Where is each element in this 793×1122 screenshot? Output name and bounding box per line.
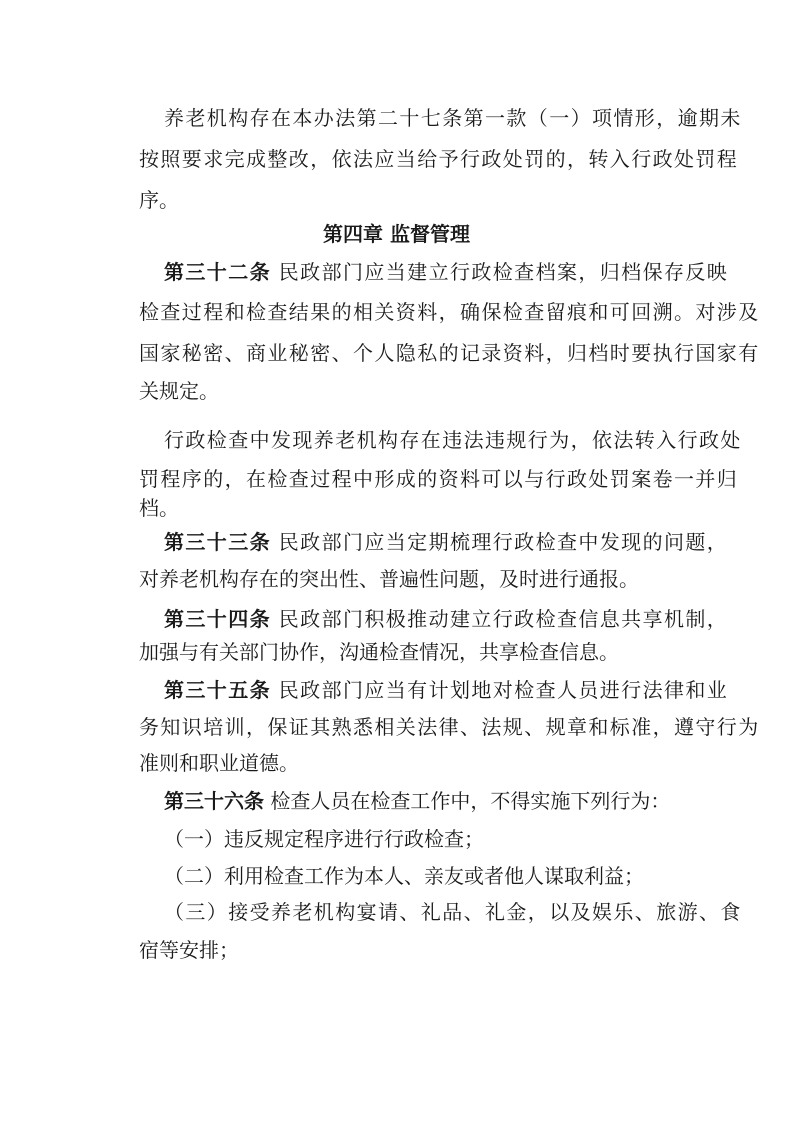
article-32-line — [0, 258, 793, 286]
paragraph-line: 行政检查中发现养老机构存在违法违规行为，依法转入行政处 — [164, 428, 742, 452]
article-34-line — [0, 605, 793, 633]
paragraph-line: 关规定。 — [139, 379, 219, 403]
article-33-line — [0, 528, 793, 556]
paragraph-line: 按照要求完成整改，依法应当给予行政处罚的，转入行政处罚程 — [139, 147, 739, 171]
article-label: 第三十三条 — [164, 530, 271, 554]
paragraph-line: 务知识培训，保证其熟悉相关法律、法规、规章和标准，遵守行为 — [139, 715, 760, 739]
article-label: 第三十五条 — [164, 678, 271, 702]
paragraph-line: 养老机构存在本办法第二十七条第一款（一）项情形，逾期未 — [164, 106, 742, 130]
article-label: 第三十二条 — [164, 260, 271, 284]
article-text: 民政部门积极推动建立行政检查信息共享机制， — [278, 607, 729, 631]
paragraph-line: 序。 — [139, 188, 179, 212]
article-text: 民政部门应当定期梳理行政检查中发现的问题， — [278, 530, 729, 554]
paragraph-line: 宿等安排； — [139, 938, 239, 962]
article-text: 民政部门应当建立行政检查档案，归档保存反映 — [278, 260, 729, 284]
paragraph-line: 国家秘密、商业秘密、个人隐私的记录资料，归档时要执行国家有 — [139, 341, 760, 365]
article-label: 第三十四条 — [164, 607, 271, 631]
paragraph-line: 罚程序的，在检查过程中形成的资料可以与行政处罚案卷一并归 — [139, 467, 739, 491]
paragraph-line: 加强与有关部门协作，沟通检查情况，共享检查信息。 — [139, 640, 619, 664]
article-text: 检查人员在检查工作中，不得实施下列行为： — [270, 789, 671, 813]
paragraph-line: 档。 — [139, 496, 179, 520]
chapter-title: 第四章 监督管理 — [323, 222, 470, 246]
paragraph-line: 检查过程和检查结果的相关资料，确保检查留痕和可回溯。对涉及 — [139, 300, 760, 324]
article-text: 民政部门应当有计划地对检查人员进行法律和业 — [278, 678, 729, 702]
article-35-line — [0, 676, 793, 704]
list-item: （一）违反规定程序进行行政检查； — [164, 827, 484, 851]
list-item: （二）利用检查工作为本人、亲友或者他人谋取利益； — [164, 864, 644, 888]
paragraph-line: 准则和职业道德。 — [139, 751, 299, 775]
paragraph-line: 对养老机构存在的突出性、普遍性问题，及时进行通报。 — [139, 567, 639, 591]
article-36-line — [0, 787, 793, 815]
list-item: （三）接受养老机构宴请、礼品、礼金，以及娱乐、旅游、食 — [164, 900, 742, 924]
article-label: 第三十六条 — [164, 789, 264, 813]
